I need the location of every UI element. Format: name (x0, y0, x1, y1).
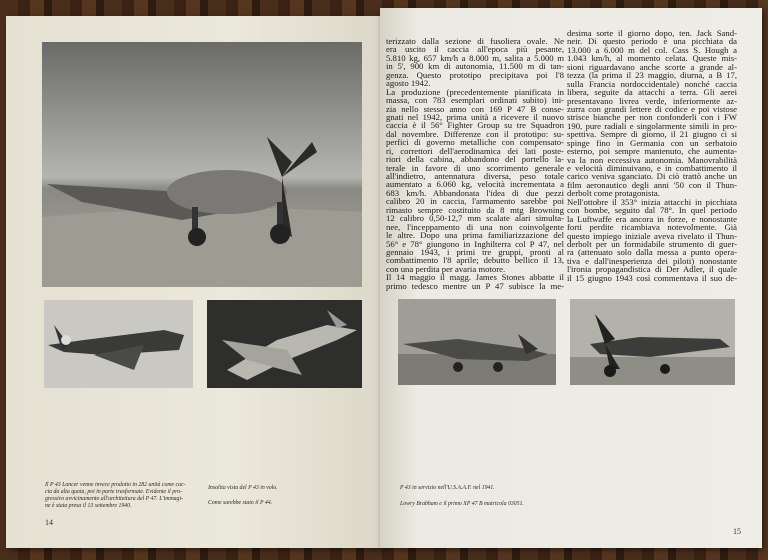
text-line: con bombe, seguito dal 78°. In quel periodo (567, 205, 737, 216)
text-column-2 (567, 29, 737, 282)
text-line: esterno, poi sempre mantenuto, che aumenta- (567, 146, 737, 157)
text-line: spettiva. Sempre di giorno, il 21 giugno ci si (567, 129, 737, 140)
text-line: perfici di governo metalliche con compensato- (386, 137, 564, 148)
text-line: La produzione (precedentemente pianificata in (386, 86, 564, 97)
text-line: il 15 giugno 1943 così commentava il suo de- (567, 272, 737, 283)
text-line: va la non eccessiva autonomia. Manovrabilità (567, 154, 737, 165)
text-line: zurra con grandi lettere di codice e poi vistose (567, 103, 737, 114)
caption-line: cia da alta quota, poi in parte trasformate. Evidente il pro- (45, 489, 182, 495)
text-line: film aeronautico degli anni '50 con il Thun- (567, 179, 737, 190)
photo-p43-usaaf (398, 299, 556, 385)
text-line: desima sorte il giorno dopo, ten. Jack Sand- (567, 28, 737, 38)
text-line: riori della cabina, abbandono del portello la- (386, 154, 564, 165)
text-line: 12 calibro 0,50-12,7 mm scalate alari simulta- (386, 213, 564, 224)
text-line: spinge fino in Germania con un serbatoio (567, 137, 737, 148)
text-line: 190, pure radiali e singolarmente simili in pro- (567, 120, 737, 131)
caption-p43-usaaf: P 43 in servizio nell'U.S.A.A.F. nel 1941. (400, 485, 495, 491)
page-number-left: 14 (45, 518, 53, 527)
caption-xp47b: Lowry Brabham e il primo XP 47 B matricola 03051. (400, 501, 524, 507)
text-column-1 (386, 37, 564, 290)
text-line: zia nello stesso anno con 169 P 47 B conse- (386, 103, 564, 114)
text-line: neir. Di questo periodo è una picchiata da (567, 36, 737, 47)
text-line: sulla Francia nordoccidentale) nonché caccia (567, 78, 737, 89)
text-line: questo impiego iniziale aveva rivelato il Thun- (567, 230, 737, 241)
text-line: terale in favore di uno scorrimento generale (386, 162, 564, 173)
text-line: carico veniva sganciato. Di ciò trattò anche un (567, 171, 737, 182)
text-line: massa, con 783 esemplari ordinati subito) ini- (386, 95, 564, 106)
text-line: era uscito il caccia all'epoca più pesante, (386, 44, 564, 55)
caption-line: Il P 43 Lancer venne invece prodotto in 282 unità come cac- (45, 482, 186, 488)
text-line: Il 14 maggio il magg. James Stones abbatte il (386, 272, 564, 283)
page-number-right: 15 (733, 527, 741, 536)
text-line: combattimento l'8 aprile; debutto bellico il 13, (386, 255, 564, 266)
text-line: 1.043 km/h, al momento celata. Queste mis- (567, 53, 737, 64)
text-line: genza. Questo prototipo precipitava poi l'8 (386, 69, 564, 80)
text-line: in 5', 900 km di autonomia, 11.500 m di tan- (386, 61, 564, 72)
text-line: le altre. Dopo una prima familiarizzazione del (386, 230, 564, 241)
text-line: derbolt come protagonista. (567, 188, 660, 199)
text-line: 56° e 78° giungono in Inghilterra col P 47, nel (386, 238, 564, 249)
text-line: gnati nel 1942, prima unità a ricevere il nuovo (386, 111, 564, 122)
text-line: tiva e dall'inesperienza dei piloti) nonostante (567, 255, 737, 266)
photo-xp47b (570, 299, 735, 385)
text-line: ri, correttori dell'aerodinamica dei lati poste- (386, 145, 564, 156)
caption-line: gressivo avvicinamento all'architettura del P 47. L'immagi- (45, 496, 183, 502)
text-line: ra (attenuato solo dalla messa a punto opera- (567, 247, 737, 258)
caption-line: ne è stata presa il 13 settembre 1940. (45, 503, 132, 509)
text-line: primo tedesco mentre un P 47 subisce la me- (386, 280, 564, 291)
text-line: agosto 1942. (386, 78, 431, 89)
text-line: con una perdita per avaria motore. (386, 263, 506, 274)
photo-p44-model (207, 300, 362, 388)
caption-p44: Come sarebbe stato il P 44. (208, 500, 273, 506)
text-line: 683 km/h. Abbandonata l'idea di due pezzi (386, 187, 564, 198)
caption-p43-lancer (45, 482, 186, 510)
text-line: nee, l'inceppamento di una non coinvolgente (386, 221, 564, 232)
text-line: terizzato dalla sezione di fusoliera ovale. Ne (386, 36, 564, 46)
text-line: gennaio 1943, i primi tre gruppi, pronti al (386, 246, 564, 257)
text-line: forti perdite ricambiava notevolmente. Già (567, 222, 737, 233)
text-line: caccia è il 56° Fighter Group su tre Squadron (386, 120, 564, 131)
text-line: e velocità diminuivano, e in combattimento il (567, 163, 737, 173)
text-line: 13.000 a 6.000 m del col. Cass S. Hough a (567, 44, 737, 55)
photo-p43-in-flight (44, 300, 193, 388)
text-line: presentavano livrea verde, inferiormente az- (567, 95, 737, 106)
text-line: calibro 20 in caccia, l'armamento sarebbe poi (386, 196, 564, 207)
text-line: derbolt per un formidabile strumento di guer- (567, 238, 737, 249)
caption-p43-in-flight: Insolita vista del P 43 in volo. (208, 485, 278, 491)
text-line: 5.810 kg, 657 km/h a 8.000 m, salita a 5.000 m (386, 52, 564, 63)
text-line: tezza (la prima il 23 maggio, diurna, a B 17, (567, 70, 737, 81)
text-line: libera, seguite da attacchi a terra. Gli aerei (567, 87, 737, 98)
photo-p43-lancer-ground (42, 42, 362, 287)
text-line: l'ironia propagandistica di Der Adler, il quale (567, 264, 737, 275)
text-line: rimasto sempre costituito da 8 mtg Browning (386, 204, 564, 215)
text-line: sioni riguardavano anche scorte a grande al- (567, 61, 737, 72)
text-line: aumentato a 6.060 kg, velocità incrementata a (386, 179, 564, 190)
text-line: la Luftwaffe era ancora in forze, e nonostante (567, 213, 737, 224)
text-line: strisce bianche per non confonderli con i FW (567, 112, 737, 123)
text-line: Nell'ottobre il 353° inizia attacchi in picchiata (567, 196, 737, 207)
text-line: all'indietro, antennatura diversa, peso totale (386, 171, 564, 181)
text-line: dal novembre. Differenze con il prototipo: su- (386, 128, 564, 139)
